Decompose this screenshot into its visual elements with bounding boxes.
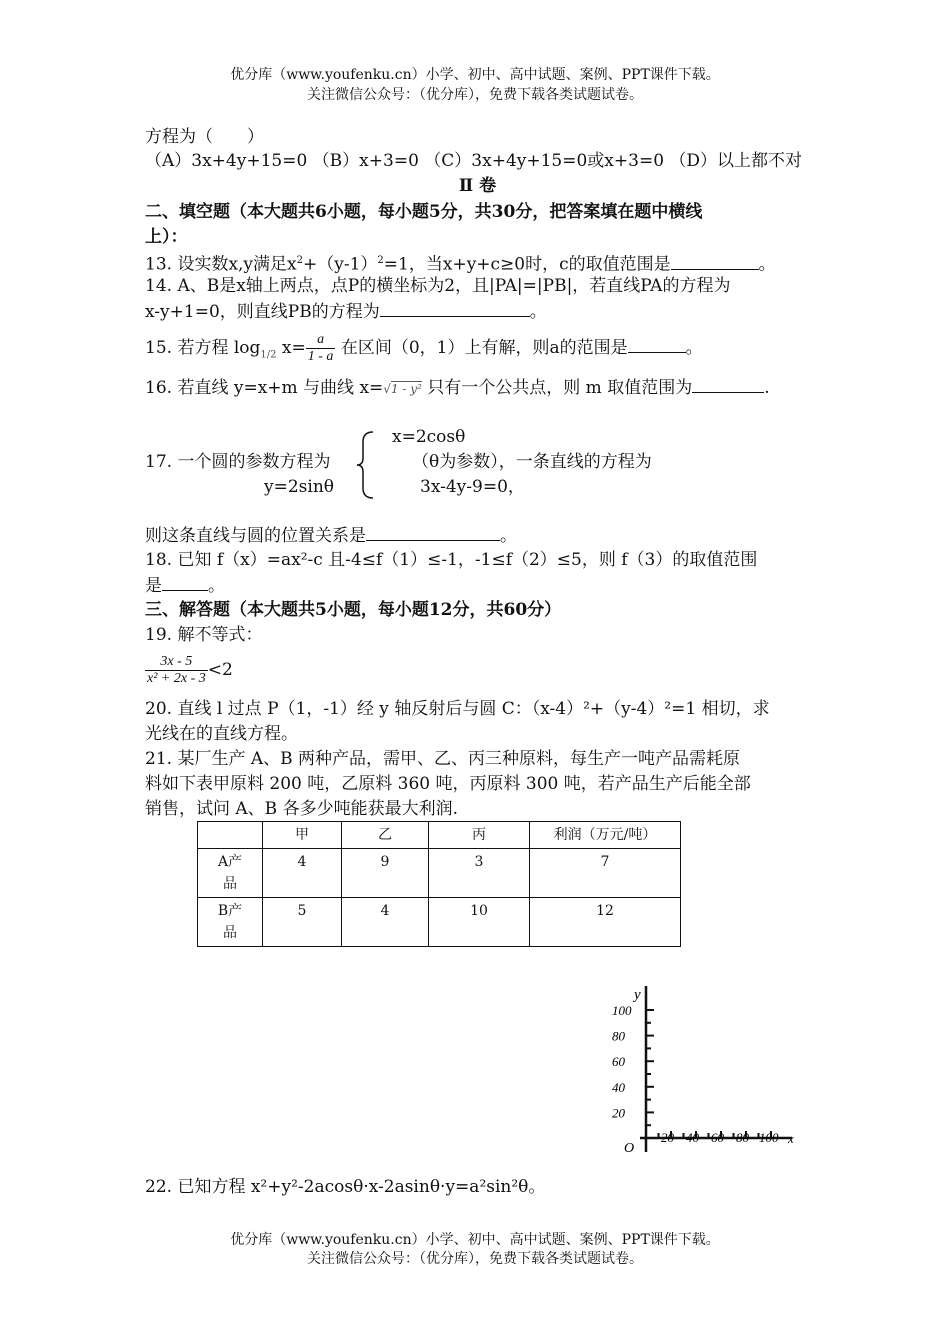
- question-17-line-2: [145, 524, 810, 547]
- x-tick-label: 100: [759, 1130, 779, 1145]
- table-header-cell: 乙: [342, 822, 429, 849]
- q12-options: （A）3x+4y+15=0 （B）x+3=0 （C）3x+4y+15=0或x+3=0 （D）以上都不对: [145, 151, 803, 171]
- q15-end: 。: [685, 338, 703, 358]
- question-18-line-2: [145, 574, 810, 597]
- question-15: [145, 330, 810, 373]
- answer-blank[interactable]: [671, 253, 759, 270]
- section-2-heading-cont: 上）：: [145, 227, 188, 247]
- question-16: [145, 374, 810, 403]
- table-cell: 9: [342, 849, 429, 898]
- y-tick-label: 100: [612, 1003, 632, 1018]
- answer-blank[interactable]: [380, 300, 530, 317]
- brace-icon: [355, 430, 379, 500]
- q17-eq-x: x=2cosθ: [392, 427, 466, 447]
- q17-line-equation: 3x-4y-9=0，: [420, 477, 525, 497]
- q15-fraction: [306, 332, 336, 365]
- q16-radicand: 1 - y²: [390, 382, 422, 396]
- question-20-line-2: 光线在的直线方程。: [145, 724, 298, 744]
- footer-line-1: 优分库（www.youfenku.cn）小学、初中、高中试题、案例、PPT课件下载。: [230, 1232, 720, 1248]
- q16-text-a: 16. 若直线 y=x+m 与曲线 x=: [145, 378, 384, 398]
- table-cell: 5: [263, 898, 342, 947]
- header-line-2: 关注微信公众号：（优分库），免费下载各类试题试卷。: [307, 87, 643, 103]
- answer-blank[interactable]: [692, 376, 764, 393]
- y-tick-label: 40: [612, 1079, 625, 1095]
- x-tick-label: 20: [661, 1130, 674, 1145]
- q15-text-a: 15. 若方程 log: [145, 338, 261, 358]
- y-tick-label: 20: [612, 1105, 625, 1121]
- q17-stem: 17. 一个圆的参数方程为: [145, 452, 331, 472]
- q15-text-b: x=: [276, 338, 306, 358]
- q15-denominator: 1 - a: [307, 349, 334, 364]
- question-22: 22. 已知方程 x²+y²-2acosθ·x-2asinθ·y=a²sin²θ。: [145, 1177, 546, 1197]
- table-cell: 4: [342, 898, 429, 947]
- row-label-l2: 品: [223, 876, 237, 892]
- answer-blank[interactable]: [628, 336, 686, 353]
- q18-end: 。: [208, 576, 225, 596]
- q17-end: 。: [500, 526, 517, 546]
- q12-stem-tail: 方程为（ ）: [145, 127, 264, 147]
- table-header-cell: 丙: [429, 822, 530, 849]
- question-21-line-1: 21. 某厂生产 A、B 两种产品，需甲、乙、丙三种原料，每生产一吨产品需耗原: [145, 749, 741, 769]
- table-cell: 10: [429, 898, 530, 947]
- question-13: [145, 250, 810, 276]
- q13-text-c: =1，当x+y+c≥0时，c的取值范围是: [383, 254, 671, 275]
- q19-inequality: [145, 648, 810, 692]
- table-cell: 4: [263, 849, 342, 898]
- q13-end: 。: [758, 254, 776, 275]
- x-tick-label: 60: [711, 1130, 724, 1145]
- row-label: [198, 898, 263, 947]
- q17-eq-y: y=2sinθ: [264, 477, 335, 497]
- answer-blank[interactable]: [366, 524, 500, 541]
- q13-exp-2: 2: [377, 255, 384, 266]
- header-line-1: 优分库（www.youfenku.cn）小学、初中、高中试题、案例、PPT课件下载。: [230, 67, 720, 83]
- q17-text: 则这条直线与圆的位置关系是: [145, 526, 366, 546]
- row-label-l2: 品: [223, 925, 237, 941]
- question-18-line-1: 18. 已知 f（x）=ax²-c 且-4≤f（1）≤-1，-1≤f（2）≤5，则 f（3）的取值范围: [145, 550, 758, 570]
- table-cell: 7: [530, 849, 681, 898]
- axis-ticks: [612, 1003, 779, 1145]
- x-tick-label: 40: [686, 1130, 699, 1145]
- section-3-heading: 三、解答题（本大题共5小题，每小题12分，共60分）: [145, 600, 562, 620]
- q13-text-a: 13. 设实数x,y满足x: [145, 254, 297, 275]
- y-tick-label: 80: [612, 1028, 625, 1044]
- q16-end: .: [764, 378, 770, 398]
- q14-end: 。: [529, 302, 547, 322]
- table-header-cell: 利润（万元/吨）: [530, 822, 681, 849]
- x-axis-label: x: [788, 1131, 794, 1146]
- y-tick-label: 60: [612, 1054, 625, 1070]
- q19-fraction: [145, 654, 208, 687]
- q18-text: 是: [145, 576, 162, 596]
- table-header-row: [198, 822, 681, 849]
- q13-text-b: +（y-1）: [303, 254, 378, 275]
- q15-numerator: a: [306, 332, 336, 349]
- q15-text-c: 在区间（0，1）上有解，则a的范围是: [335, 338, 628, 358]
- answer-blank[interactable]: [162, 574, 208, 591]
- q14-text: x-y+1=0，则直线PB的方程为: [145, 302, 380, 322]
- q16-text-b: 只有一个公共点，则 m 取值范围为: [421, 378, 693, 398]
- origin-label: O: [624, 1141, 635, 1156]
- footer-line-2: 关注微信公众号：（优分库），免费下载各类试题试卷。: [307, 1251, 643, 1267]
- question-21-line-3: 销售，试问 A、B 各多少吨能获最大利润.: [145, 799, 458, 819]
- q19-relation: <2: [207, 660, 233, 680]
- table-row: [198, 849, 681, 898]
- sqrt-icon: √: [383, 382, 391, 396]
- materials-table: [197, 821, 681, 947]
- y-axis-label: y: [634, 987, 641, 1003]
- question-20-line-1: 20. 直线 l 过点 P（1，-1）经 y 轴反射后与圆 C：（x-4）²+（y-4）²=1 相切，求: [145, 699, 770, 719]
- table-header-cell: 甲: [263, 822, 342, 849]
- question-14-line-2: [145, 300, 810, 323]
- q13-exp-1: 2: [296, 255, 303, 266]
- row-label-l1: A产: [217, 854, 243, 870]
- table-cell: 3: [429, 849, 530, 898]
- q19-numerator: 3x - 5: [145, 654, 208, 671]
- section-2-heading: 二、填空题（本大题共6小题，每小题5分，共30分，把答案填在题中横线: [145, 202, 703, 222]
- q17-param-note: （θ为参数），一条直线的方程为: [412, 452, 652, 472]
- question-21-line-2: 料如下表甲原料 200 吨，乙原料 360 吨，丙原料 300 吨，若产品生产后能全部: [145, 774, 751, 794]
- x-tick-label: 80: [736, 1130, 749, 1145]
- q19-denominator: x² + 2x - 3: [147, 671, 206, 686]
- row-label-l1: B产: [217, 903, 243, 919]
- table-cell: 12: [530, 898, 681, 947]
- question-19: 19. 解不等式：: [145, 625, 263, 645]
- table-row: [198, 898, 681, 947]
- section-2-title: Ⅱ 卷: [458, 176, 497, 196]
- row-label: [198, 849, 263, 898]
- q15-log-base: 1/2: [260, 349, 277, 361]
- table-header-cell: [198, 822, 263, 849]
- coordinate-axes: [610, 982, 810, 1162]
- question-14-line-1: 14. A、B是x轴上两点，点P的横坐标为2，且|PA|=|PB|，若直线PA的方程为: [145, 276, 731, 296]
